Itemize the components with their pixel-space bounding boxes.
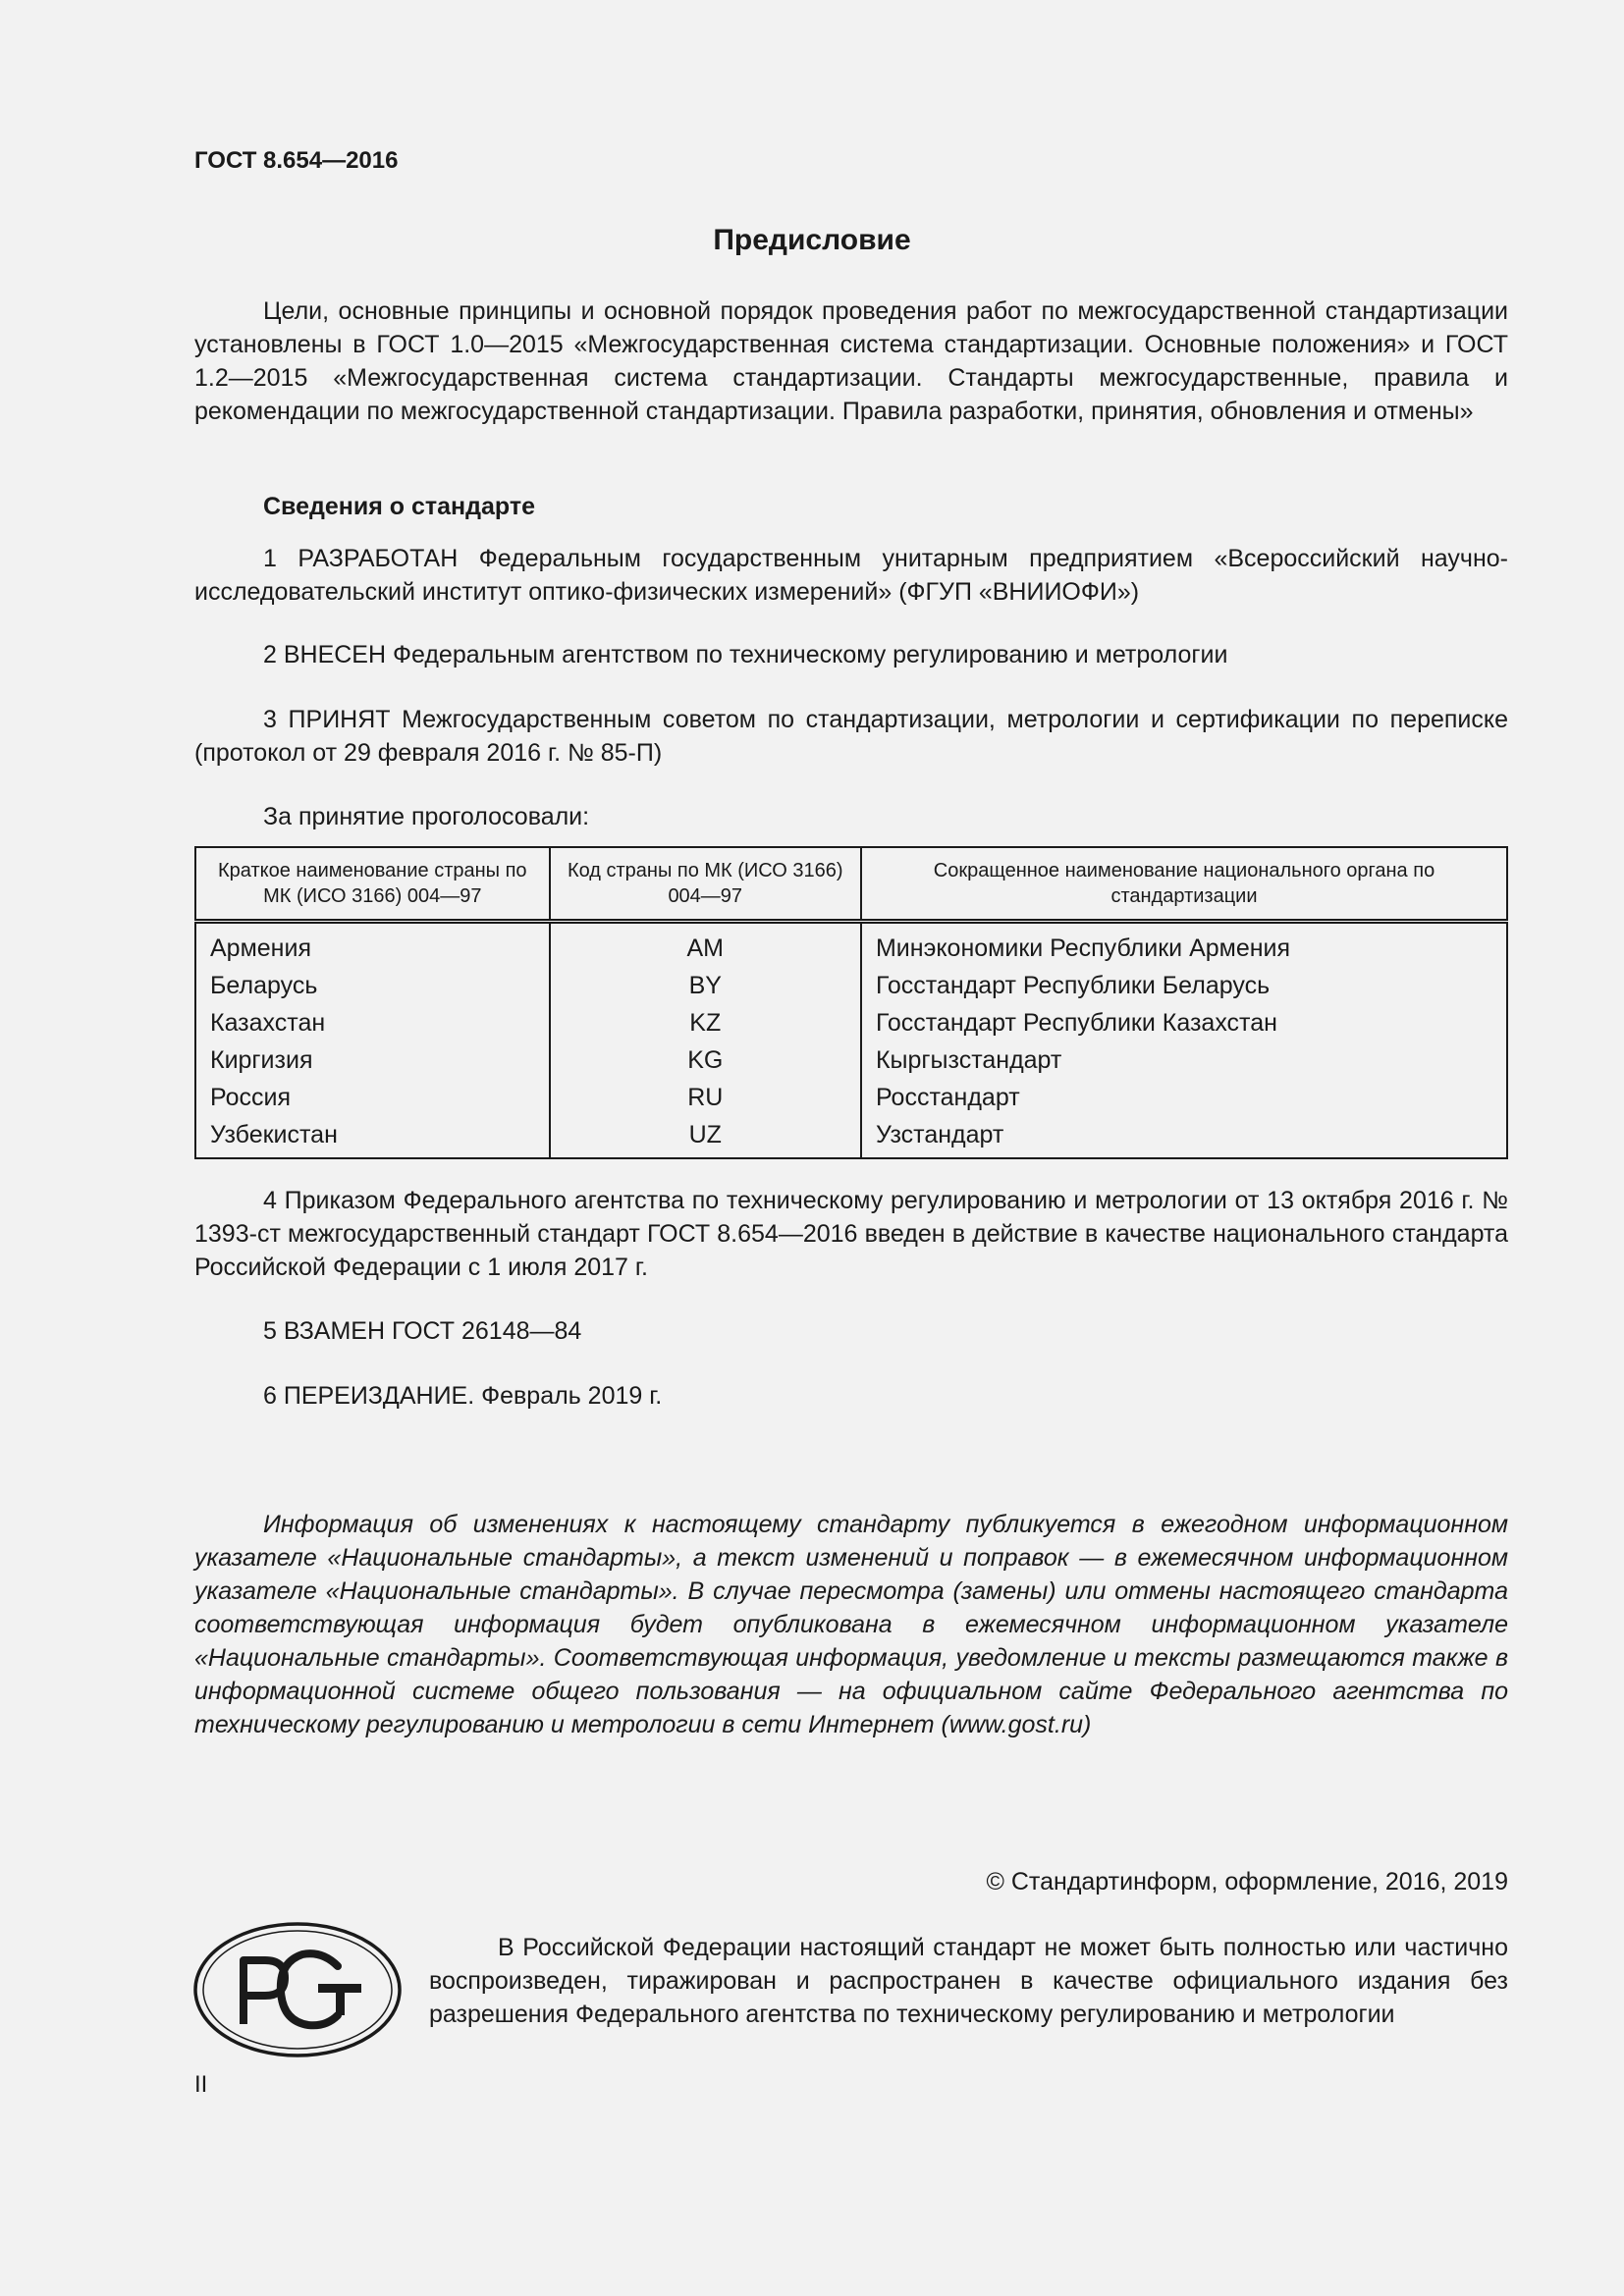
table-row: [195, 922, 1507, 968]
info-heading: Сведения о стандарте: [263, 493, 536, 520]
table-header-row: [195, 847, 1507, 922]
rights-notice: [429, 1931, 1508, 2031]
country-cell: Узбекистан: [195, 1116, 550, 1158]
info-item-4: [194, 1184, 1508, 1284]
table-row: [195, 967, 1507, 1004]
voted-label: За принятие проголосовали:: [263, 803, 590, 830]
rights-notice-text: В Российской Федерации настоящий стандарт не может быть полностью или частично воспроизведен, тиражирован и распространен в качестве официального издания без разрешения Федерального агентства по техническому регулированию и метрологии: [429, 1934, 1508, 2028]
info-item-5: 5 ВЗАМЕН ГОСТ 26148—84: [263, 1317, 582, 1345]
country-cell: Киргизия: [195, 1041, 550, 1079]
header-country: Краткое наименование страны по МК (ИСО 3166) 004—97: [195, 847, 550, 922]
info-item-6: 6 ПЕРЕИЗДАНИЕ. Февраль 2019 г.: [263, 1382, 663, 1410]
info-item-3-text: 3 ПРИНЯТ Межгосударственным советом по стандартизации, метрологии и сертификации по переписке (протокол от 29 февраля 2016 г. № 85-П): [194, 706, 1508, 767]
changes-notice-text: Информация об изменениях к настоящему стандарту публикуется в ежегодном информационном указателе «Национальные стандарты», а текст изменений и поправок — в ежемесячном информационном указателе «Национальные стандарты». В случае пересмотра (замены) или отмены настоящего стандарта соответствующая информация будет опубликована в ежемесячном информационном указателе «Национальные стандарты». Соответствующая информация, уведомление и тексты размещаются также в информационной системе общего пользования — на официальном сайте Федерального агентства по техническому регулированию и метрологии в сети Интернет (www.gost.ru): [194, 1511, 1508, 1738]
info-item-3: [194, 703, 1508, 770]
page-title: Предисловие: [713, 224, 911, 256]
changes-notice: [194, 1508, 1508, 1741]
country-cell: Россия: [195, 1079, 550, 1116]
intro-paragraph: [194, 294, 1508, 428]
country-cell: Армения: [195, 922, 550, 968]
body-cell: Госстандарт Республики Беларусь: [861, 967, 1507, 1004]
info-item-1: [194, 542, 1508, 609]
voting-table: [194, 846, 1508, 1159]
info-item-1-text: 1 РАЗРАБОТАН Федеральным государственным унитарным предприятием «Всероссийский научно-исследовательский институт оптико-физических измерений» (ФГУП «ВНИИОФИ»): [194, 545, 1508, 606]
body-cell: Росстандарт: [861, 1079, 1507, 1116]
table-row: [195, 1079, 1507, 1116]
info-item-4-text: 4 Приказом Федерального агентства по техническому регулированию и метрологии от 13 октября 2016 г. № 1393-ст межгосударственный стандарт ГОСТ 8.654—2016 введен в действие в качестве национального стандарта Российской Федерации с 1 июля 2017 г.: [194, 1187, 1508, 1281]
header-body: Сокращенное наименование национального органа по стандартизации: [861, 847, 1507, 922]
body-cell: Госстандарт Республики Казахстан: [861, 1004, 1507, 1041]
rst-logo: [192, 1921, 403, 2063]
header-code: Код страны по МК (ИСО 3166) 004—97: [550, 847, 861, 922]
copyright-line: © Стандартинформ, оформление, 2016, 2019: [986, 1868, 1508, 1896]
code-cell: KG: [550, 1041, 861, 1079]
body-cell: Узстандарт: [861, 1116, 1507, 1158]
body-cell: Минэкономики Республики Армения: [861, 922, 1507, 968]
code-cell: RU: [550, 1079, 861, 1116]
code-cell: BY: [550, 967, 861, 1004]
body-cell: Кыргызстандарт: [861, 1041, 1507, 1079]
code-cell: UZ: [550, 1116, 861, 1158]
page-number: II: [194, 2071, 208, 2098]
table-row: [195, 1116, 1507, 1158]
info-item-2: 2 ВНЕСЕН Федеральным агентством по техническому регулированию и метрологии: [263, 641, 1228, 668]
document-code-header: ГОСТ 8.654—2016: [194, 147, 399, 174]
table-row: [195, 1004, 1507, 1041]
country-cell: Беларусь: [195, 967, 550, 1004]
intro-text: Цели, основные принципы и основной порядок проведения работ по межгосударственной стандартизации установлены в ГОСТ 1.0—2015 «Межгосударственная система стандартизации. Основные положения» и ГОСТ 1.2—2015 «Межгосударственная система стандартизации. Стандарты межгосударственные, правила и рекомендации по межгосударственной стандартизации. Правила разработки, принятия, обновления и отмены»: [194, 297, 1508, 425]
code-cell: AM: [550, 922, 861, 968]
code-cell: KZ: [550, 1004, 861, 1041]
table-row: [195, 1041, 1507, 1079]
country-cell: Казахстан: [195, 1004, 550, 1041]
